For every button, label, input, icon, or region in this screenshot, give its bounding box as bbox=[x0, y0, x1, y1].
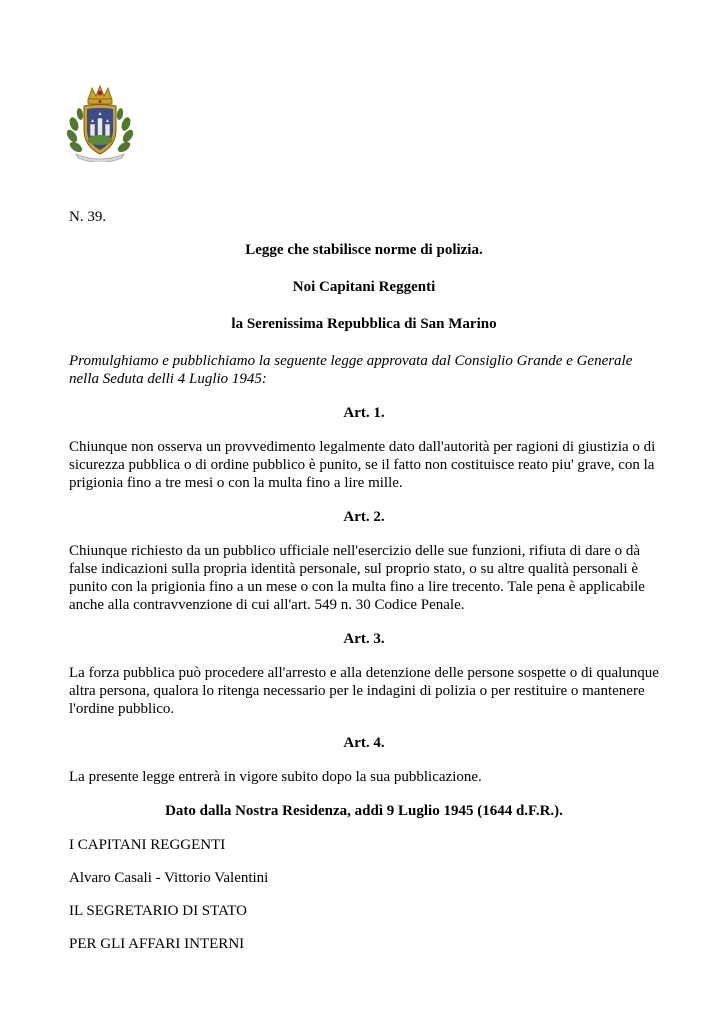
article-2-heading: Art. 2. bbox=[343, 509, 385, 525]
article-1-text: Chiunque non osserva un provvedimento legalmente dato dall'autorità per ragioni di giustizia o di sicurezza pubblica o di ordine pubblico è punito, se il fatto non costituisce reato piu' grave, con la prigionia fino a tre mesi o con la multa fino a lire mille. bbox=[69, 439, 656, 491]
issuing-authority: Noi Capitani Reggenti bbox=[292, 279, 436, 295]
law-number: N. 39. bbox=[69, 209, 107, 225]
preamble: Promulghiamo e pubblichiamo la seguente legge approvata dal Consiglio Grande e Generale nella Seduta delli 4 Luglio 1945: bbox=[69, 353, 633, 387]
law-title: Legge che stabilisce norme di polizia. bbox=[245, 242, 483, 258]
document-body bbox=[69, 208, 659, 968]
article-3-text: La forza pubblica può procedere all'arresto e alla detenzione delle persone sospette o di qualunque altra persona, qualora lo ritenga necessario per le indagini di polizia o per restituire o mantenere l'ordine pubblico. bbox=[69, 665, 659, 717]
signature-names: Alvaro Casali - Vittorio Valentini bbox=[69, 870, 269, 886]
article-2-text: Chiunque richiesto da un pubblico ufficiale nell'esercizio delle sue funzioni, rifiuta di dare o dà false indicazioni sulla propria identità personale, sul proprio stato, o su altre qualità personali è punito con la prigionia fino a un mese o con la multa fino a lire trecento. Tale pena è applicabile anche alla contravvenzione di cui all'art. 549 n. 30 Codice Penale. bbox=[69, 543, 645, 613]
signature-heading-regents: I CAPITANI REGGENTI bbox=[69, 837, 226, 853]
article-1-heading: Art. 1. bbox=[343, 405, 385, 421]
signature-office: PER GLI AFFARI INTERNI bbox=[69, 936, 245, 952]
republic-name: la Serenissima Repubblica di San Marino bbox=[231, 316, 497, 332]
date-line: Dato dalla Nostra Residenza, addì 9 Luglio 1945 (1644 d.F.R.). bbox=[165, 803, 563, 819]
article-4-heading: Art. 4. bbox=[343, 735, 385, 751]
article-3-heading: Art. 3. bbox=[343, 631, 385, 647]
coat-of-arms-icon bbox=[66, 84, 134, 162]
signature-heading-secretary: IL SEGRETARIO DI STATO bbox=[69, 903, 248, 919]
article-4-text: La presente legge entrerà in vigore subito dopo la sua pubblicazione. bbox=[69, 769, 482, 785]
